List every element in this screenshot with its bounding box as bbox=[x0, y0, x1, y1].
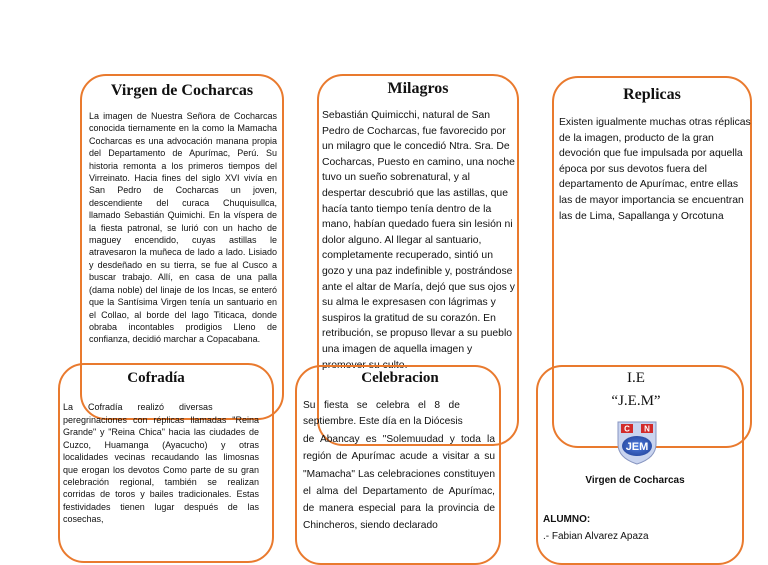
panel-virgen-title: Virgen de Cocharcas bbox=[110, 82, 254, 99]
cover-student-label: ALUMNO: bbox=[543, 514, 591, 525]
cover-acronym: “J.E.M” bbox=[611, 393, 661, 409]
cover-subtitle: Virgen de Cocharcas bbox=[585, 475, 685, 486]
logo-main-text: JEM bbox=[625, 441, 649, 453]
panel-replicas-text: Existen igualmente muchas otras réplicas de la imagen, producto de la gran devoción que fue impulsada por aquella época por sus devotos fuera del departamento de Apurímac, entre ellas las de mayor importancia se encuentran las de Lima, Sapallanga y Orcotuna bbox=[559, 117, 751, 222]
panel-cofradia-text: peregrinaciones con réplicas llamadas "Reina Grande" y "Reina Chica" hacia las ciudades de Cuzco, Huamanga (Ayacucho) y otras localidades vecinas recaudando las limosnas que erogan los devotos Como parte de su gran celebración regional, también se realizan corridas de toros y bailes tradicionales. Estas festividades tienen lugar después de las cosechas, bbox=[63, 415, 259, 525]
panel-virgen-text: La imagen de Nuestra Señora de Cocharcas conocida tiernamente en la como la Mamacha Cocharcas es una advocación manana propia del Departamento de Apurímac, Perú. Su historia remonta a los primeros tiempos del Virreinato. Hacia fines del siglo XVI vivía en San Pedro de Cocharcas un joven, descendiente del curaca Chuquisullca, llamado Sebastián Quimichi. En la víspera de la fiesta patronal, se lurió con un hacho de maguey encendido, cuyas astillas le atravesaron la muñeca de lado a lado. Lisiado y desdeñado en su tierra, se fue al Cusco a buscar trabajo. Allí, en casa de una palla (dama noble) del linaje de los Incas, se enteró que la Santísima Virgen tenía un santuario en el Collao, al borde del lago Titicaca, donde obraba incontables prodigios Lleno de confianza, decidió marchar a Copacabana. bbox=[89, 111, 277, 345]
panel-cofradia-title: Cofradía bbox=[127, 370, 185, 386]
panel-celebracion-line2: septiembre. Este día en la Diócesis bbox=[303, 416, 463, 427]
panel-milagros-text: Sebastián Quimicchi, natural de San Pedro de Cocharcas, fue favorecido por un milagro que le concedió Ntra. Sra. De Cocharcas, Puesto en camino, una noche tuvo un sueño sobrenatural, y al despertar descubrió que las astillas, que hacía tanto tiempo tenía dentro de la mano, habían quedado fuera sin lesión ni dolor alguno. Al llegar al santuario, completamente recuperado, sintió un gozo y una paz indefinible y, postrándose ante el altar de María, dejó que sus ojos y su alma le expresasen con lágrimas y suspiros la gratitud de su corazón. En retribución, se propuso llevar a su pueblo una imagen de aquella imagen y promover su culto. bbox=[322, 110, 515, 371]
panel-cofradia-first-line: La Cofradía realizó diversas bbox=[63, 402, 213, 412]
panel-celebracion-text: de Abancay es "Solemuudad y toda la región de Apurímac acude a visitar a su "Mamacha" Las celebraciones constituyen el alma del Departamento de Apurímac, de manera especial para la provincia de Chincheros, siendo declarado bbox=[303, 434, 495, 532]
panel-replicas-title: Replicas bbox=[623, 86, 681, 103]
panel-milagros-title: Milagros bbox=[387, 80, 449, 97]
panel-celebracion-title: Celebracion bbox=[361, 370, 439, 386]
logo-letter-right: N bbox=[644, 424, 650, 434]
logo-letter-left: C bbox=[624, 424, 630, 434]
panel-celebracion-line1: Su fiesta se celebra el 8 de bbox=[303, 400, 460, 411]
cover-student-name: .- Fabian Alvarez Apaza bbox=[543, 531, 649, 542]
cover-school: I.E bbox=[627, 370, 645, 386]
school-logo bbox=[612, 416, 662, 466]
